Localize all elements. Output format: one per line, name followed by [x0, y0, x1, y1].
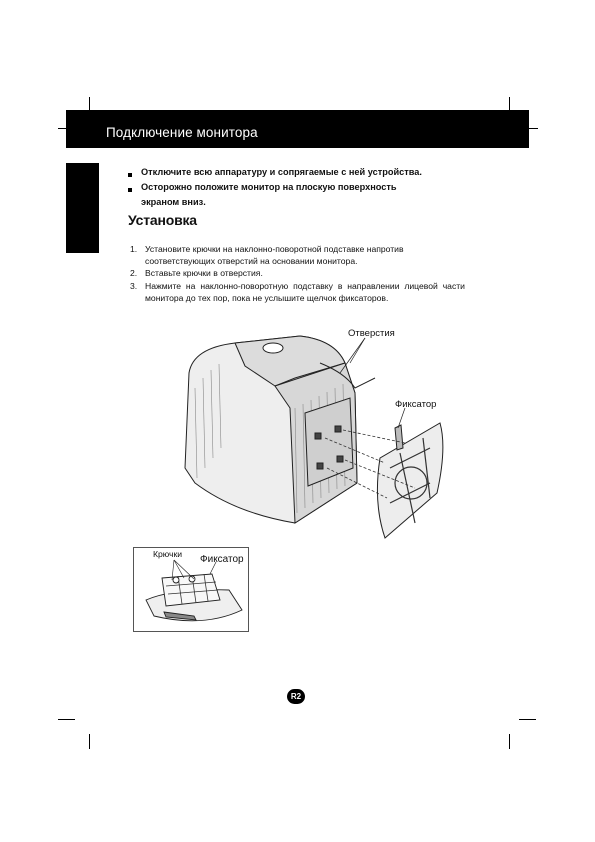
bullet-square-icon — [128, 188, 132, 192]
monitor-stand-illustration — [175, 318, 475, 553]
label-holes: Отверстия — [348, 328, 395, 339]
warning-list — [128, 165, 422, 210]
step-number: 3. — [130, 280, 138, 291]
crop-mark-bottom-left-vertical — [89, 734, 90, 749]
warning-item — [128, 165, 422, 180]
step-text: Установите крючки на наклонно-поворотной подставке напротив соответствующих отверстий на основании монитора. — [145, 244, 404, 267]
warning-text: Осторожно положите монитор на плоскую поверхность — [141, 182, 397, 192]
crop-mark-bottom-left-horizontal — [58, 719, 75, 720]
warning-text: Отключите всю аппаратуру и сопрягаемые с ней устройства. — [141, 167, 422, 177]
page-title: Подключение монитора — [106, 125, 258, 140]
crop-mark-bottom-right-vertical — [509, 734, 510, 749]
section-title: Установка — [128, 212, 197, 228]
header-bar — [66, 110, 529, 148]
bullet-square-icon — [128, 173, 132, 177]
label-latch-inset: Фиксатор — [200, 554, 244, 565]
step-text: Вставьте крючки в отверстия. — [145, 268, 263, 279]
page-number-badge: R2 — [287, 689, 305, 704]
step-number: 1. — [130, 244, 138, 254]
warning-text-continued: экраном вниз. — [141, 197, 206, 207]
step-text: Нажмите на наклонно-поворотную подставку в направлении лицевой части монитора до тех пор, пока не услышите щелчок фиксаторов. — [145, 280, 465, 303]
step-number: 2. — [130, 268, 138, 279]
step-item — [130, 243, 465, 267]
step-item — [130, 280, 465, 304]
crop-mark-bottom-right-horizontal — [519, 719, 536, 720]
step-item — [130, 267, 465, 279]
label-hooks: Крючки — [153, 549, 183, 559]
crop-mark-top-right-horizontal — [528, 128, 538, 129]
label-latch-main: Фиксатор — [395, 399, 437, 410]
warning-item — [128, 180, 422, 210]
side-language-tab — [66, 163, 99, 253]
instruction-steps — [130, 243, 465, 304]
